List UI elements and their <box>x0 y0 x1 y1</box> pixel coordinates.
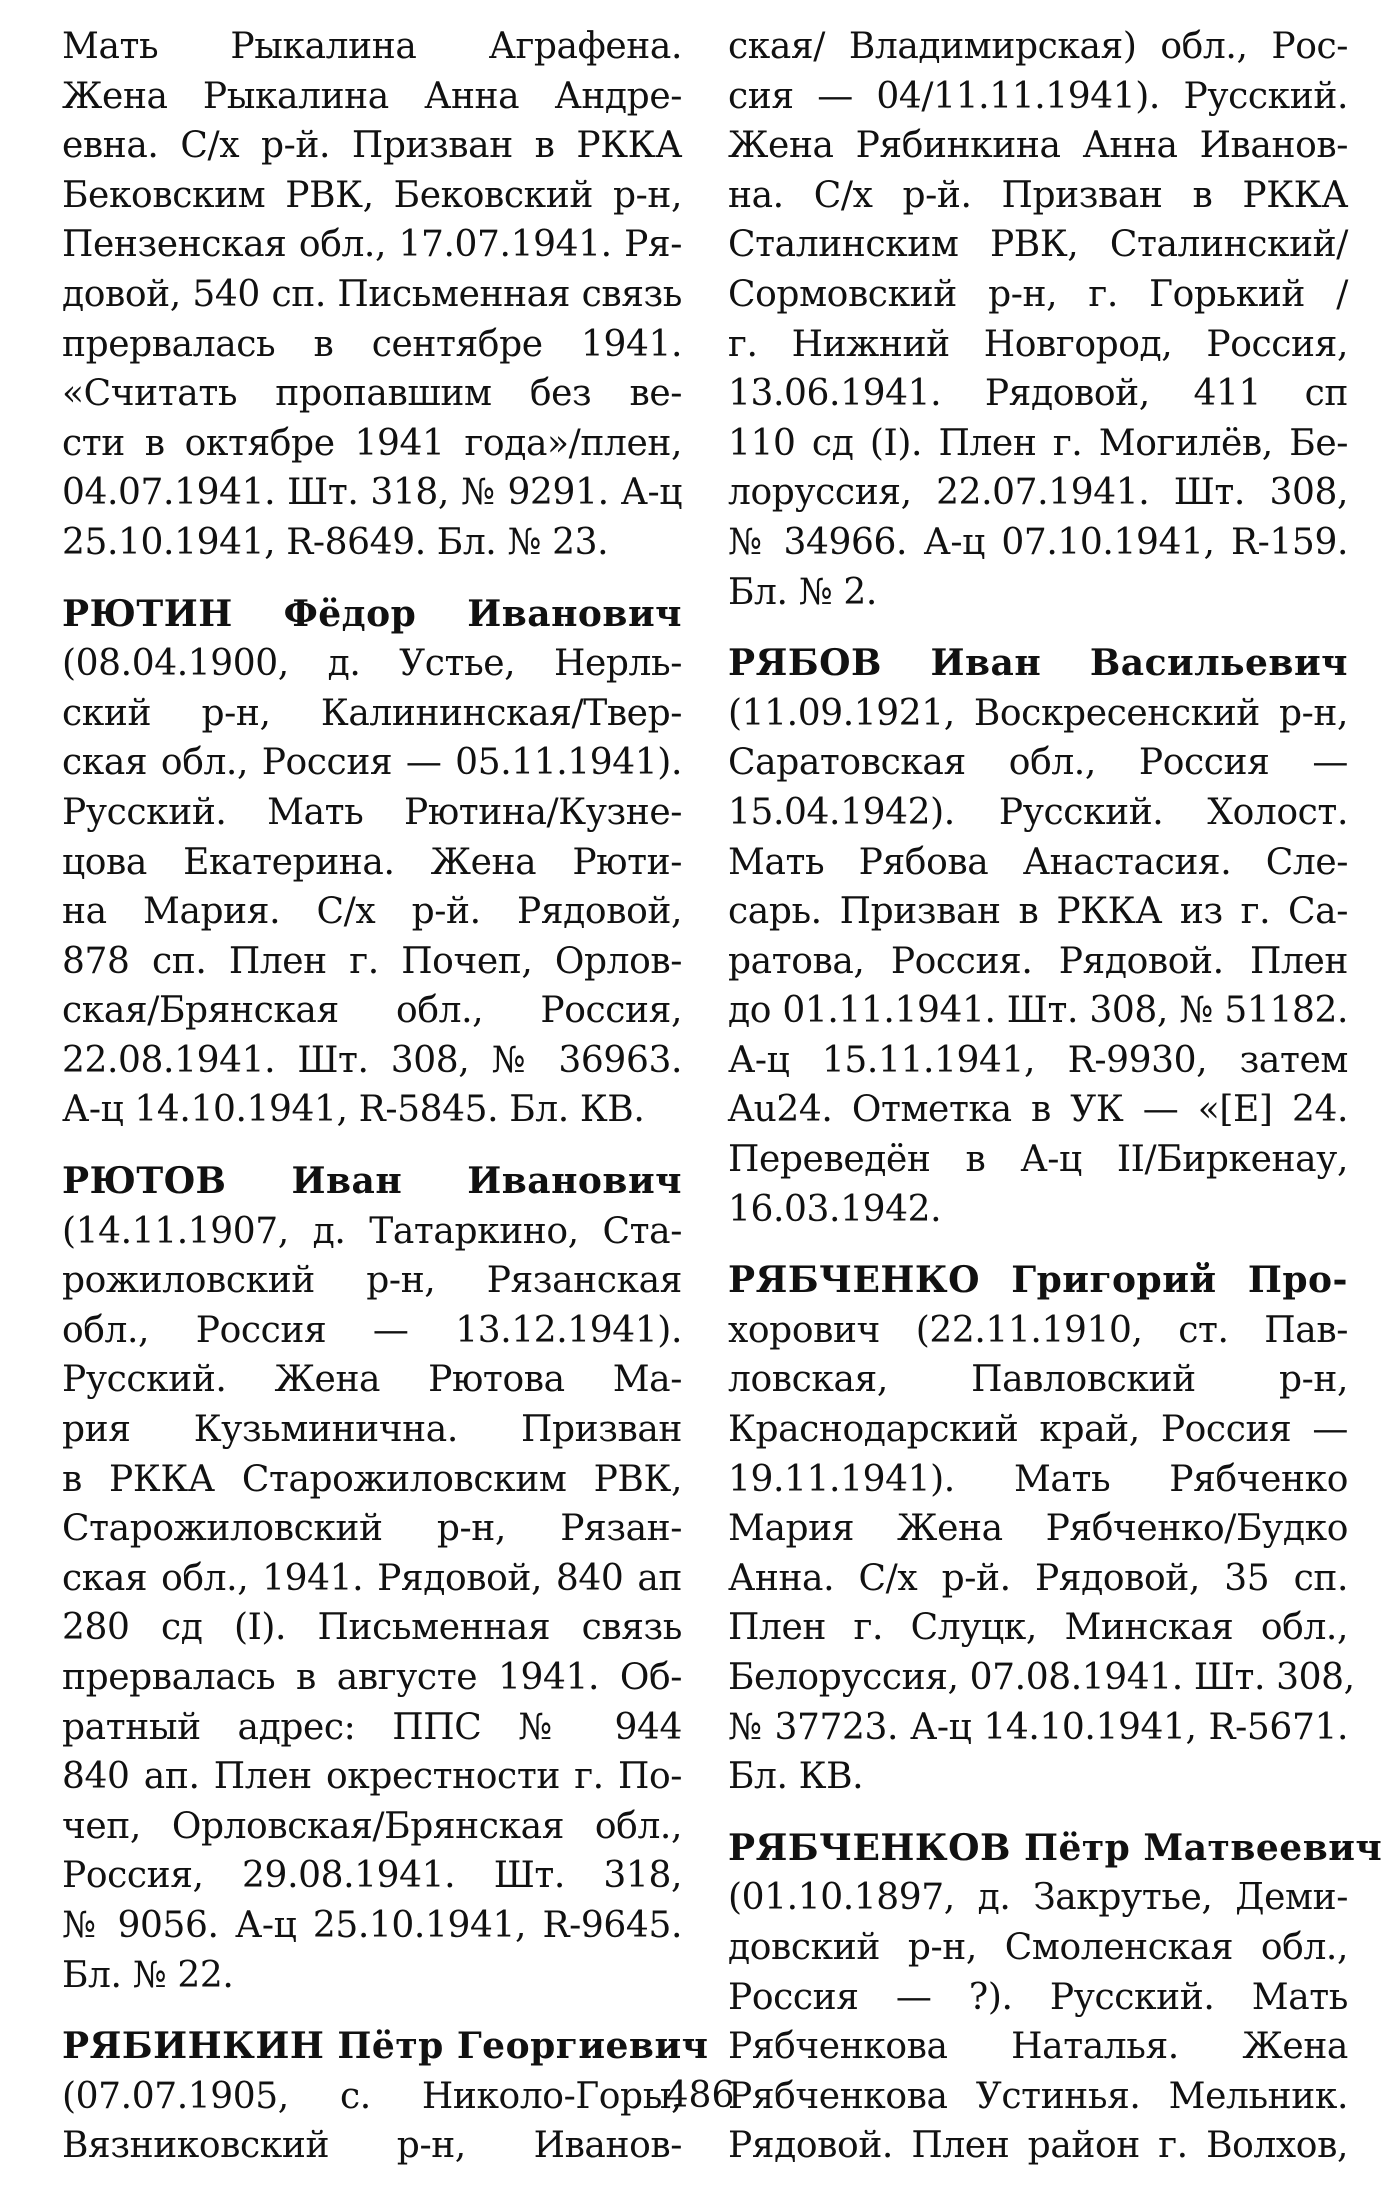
text-line: № 9056. А-ц 25.10.1941, R-9645. <box>62 1904 682 1946</box>
text-line: А-ц 14.10.1941, R-5845. Бл. КВ. <box>62 1089 645 1131</box>
text-line: в РККА Старожиловским РВК, <box>62 1458 682 1500</box>
text-line: ский р-н, Калининская/Твер- <box>62 692 682 734</box>
text-line: (08.04.1900, д. Устье, Нерль- <box>62 643 682 685</box>
text-line: ская обл., 1941. Рядовой, 840 ап <box>62 1557 682 1599</box>
text-line: на Мария. С/х р-й. Рядовой, <box>62 891 682 933</box>
text-line: рия Кузьминична. Призван <box>62 1409 682 1451</box>
text-line: Бл. № 2. <box>728 571 877 613</box>
text-line: 25.10.1941, R-8649. Бл. № 23. <box>62 521 609 563</box>
text-line: Мать Рыкалина Аграфена. <box>62 26 682 67</box>
entry-name: РЯБЧЕНКОВ Пётр Матвеевич <box>728 1826 1383 1869</box>
text-line: Сталинским РВК, Сталинский/ <box>728 224 1348 266</box>
text-line: Старожиловский р-н, Рязан- <box>62 1508 682 1550</box>
text-line: 16.03.1942. <box>728 1188 942 1230</box>
entry-name: РЯБЧЕНКО Григорий Про- <box>728 1259 1348 1302</box>
text-line: 110 сд (I). Плен г. Могилёв, Бе- <box>728 422 1348 464</box>
entry-name: РЮТИН Фёдор Иванович <box>62 592 682 635</box>
text-line: Пензенская обл., 17.07.1941. Ря- <box>62 224 682 266</box>
text-line: г. Нижний Новгород, Россия, <box>728 323 1348 365</box>
text-line: ская/ Владимирская) обл., Рос- <box>728 26 1348 67</box>
text-line: Белоруссия, 07.08.1941. Шт. 308, <box>728 1657 1355 1698</box>
text-line: Переведён в А-ц II/Биркенау, <box>728 1139 1348 1181</box>
text-line: Саратовская обл., Россия — <box>728 742 1348 784</box>
text-line: № 37723. А-ц 14.10.1941, R-5671. <box>728 1706 1348 1748</box>
text-line: прервалась в августе 1941. Об- <box>62 1657 682 1698</box>
text-line: рожиловский р-н, Рязанская <box>62 1260 682 1302</box>
text-line: цова Екатерина. Жена Рюти- <box>62 841 682 883</box>
entry-name: РЯБОВ Иван Васильевич <box>728 642 1348 685</box>
entry-ryutin <box>62 590 682 1136</box>
text-line: ратный адрес: ППС № 944 <box>62 1706 682 1748</box>
text-line: Au24. Отметка в УК — «[E] 24. <box>728 1089 1348 1131</box>
text-line: (07.07.1905, с. Николо-Горы, <box>62 2075 682 2117</box>
text-line: Бл. № 22. <box>62 1954 234 1996</box>
text-line: ская обл., Россия — 05.11.1941). <box>62 742 682 784</box>
text-line: 22.08.1941. Шт. 308, № 36963. <box>62 1039 682 1081</box>
text-line: Сормовский р-н, г. Горький / <box>728 273 1348 315</box>
text-line: Бл. КВ. <box>728 1756 864 1798</box>
text-line: до 01.11.1941. Шт. 308, № 51182. <box>728 990 1348 1032</box>
text-line: Анна. С/х р-й. Рядовой, 35 сп. <box>728 1557 1348 1599</box>
text-line: 04.07.1941. Шт. 318, № 9291. А-ц <box>62 472 682 514</box>
right-column <box>728 22 1383 2193</box>
text-line: Жена Рябинкина Анна Иванов- <box>728 125 1348 167</box>
text-line: Русский. Жена Рютова Ма- <box>62 1359 682 1401</box>
text-line: сти в октябре 1941 года»/плен, <box>62 422 682 464</box>
entry-continuation <box>62 22 682 568</box>
text-line: евна. С/х р-й. Призван в РККА <box>62 125 682 167</box>
entry-ryabchenko <box>728 1256 1355 1802</box>
text-line: прервалась в сентябре 1941. <box>62 323 682 365</box>
text-line: хорович (22.11.1910, ст. Пав- <box>728 1309 1348 1351</box>
page-number: 486 <box>665 2075 735 2116</box>
entry-continuation <box>728 22 1348 617</box>
text-line: Рябченкова Наталья. Жена <box>728 2026 1348 2068</box>
text-line: 15.04.1942). Русский. Холост. <box>728 791 1348 833</box>
text-line: 13.06.1941. Рядовой, 411 сп <box>728 373 1348 415</box>
entry-ryutov <box>62 1157 682 2000</box>
text-line: Бековским РВК, Бековский р-н, <box>62 174 682 216</box>
text-line: обл., Россия — 13.12.1941). <box>62 1309 682 1351</box>
text-line: сия — 04/11.11.1941). Русский. <box>728 75 1348 117</box>
text-line: ратова, Россия. Рядовой. Плен <box>728 940 1348 982</box>
text-line: 840 ап. Плен окрестности г. По- <box>62 1756 682 1798</box>
entry-ryabov <box>728 639 1348 1234</box>
text-line: ская/Брянская обл., Россия, <box>62 990 682 1032</box>
text-line: чеп, Орловская/Брянская обл., <box>62 1805 682 1847</box>
text-line: Мария Жена Рябченко/Будко <box>728 1508 1348 1550</box>
text-line: довой, 540 сп. Письменная связь <box>62 273 682 315</box>
text-line: А-ц 15.11.1941, R-9930, затем <box>728 1039 1348 1081</box>
text-line: Россия, 29.08.1941. Шт. 318, <box>62 1855 682 1897</box>
text-line: Жена Рыкалина Анна Андре- <box>62 75 682 117</box>
text-line: Краснодарский край, Россия — <box>728 1409 1348 1451</box>
text-line: (11.09.1921, Воскресенский р-н, <box>728 692 1348 734</box>
text-line: № 34966. А-ц 07.10.1941, R-159. <box>728 521 1348 563</box>
text-line: Рядовой. Плен район г. Волхов, <box>728 2125 1348 2167</box>
text-line: ловская, Павловский р-н, <box>728 1359 1348 1401</box>
text-line: Россия — ?). Русский. Мать <box>728 1976 1348 2018</box>
text-line: Вязниковский р-н, Иванов- <box>62 2125 682 2167</box>
entry-name: РЮТОВ Иван Иванович <box>62 1160 682 1203</box>
text-line: 19.11.1941). Мать Рябченко <box>728 1458 1348 1500</box>
text-line: довский р-н, Смоленская обл., <box>728 1926 1348 1968</box>
text-line: лоруссия, 22.07.1941. Шт. 308, <box>728 472 1348 514</box>
text-line: (14.11.1907, д. Татаркино, Ста- <box>62 1210 682 1252</box>
text-line: Мать Рябова Анастасия. Сле- <box>728 841 1348 883</box>
text-line: Плен г. Слуцк, Минская обл., <box>728 1607 1348 1649</box>
text-line: «Считать пропавшим без ве- <box>62 373 682 415</box>
text-line: сарь. Призван в РККА из г. Са- <box>728 891 1348 933</box>
entry-name: РЯБИНКИН Пётр Георгиевич <box>62 2025 709 2068</box>
text-line: (01.10.1897, д. Закрутье, Деми- <box>728 1877 1348 1919</box>
text-line: 878 сп. Плен г. Почеп, Орлов- <box>62 940 682 982</box>
entry-ryabchenkov <box>728 1824 1383 2171</box>
text-line: Русский. Мать Рютина/Кузне- <box>62 791 682 833</box>
text-line: Рябченкова Устинья. Мельник. <box>728 2075 1348 2117</box>
text-line: 280 сд (I). Письменная связь <box>62 1607 682 1649</box>
text-line: на. С/х р-й. Призван в РККА <box>728 174 1348 216</box>
